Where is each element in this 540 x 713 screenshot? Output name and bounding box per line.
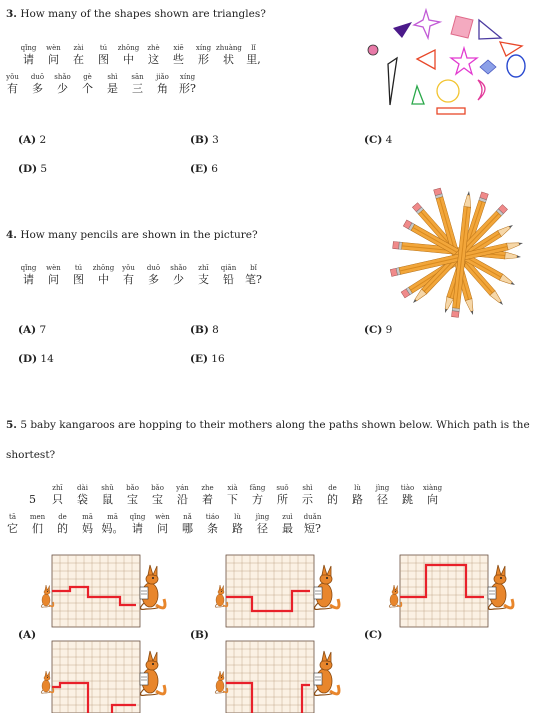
q5-pinyin-line2 <box>0 513 325 522</box>
hanzi: 图 <box>73 273 84 286</box>
square-shape <box>451 16 473 38</box>
hanzi: 里, <box>246 53 261 66</box>
pinyin: qǐng <box>20 264 37 272</box>
hanzi: 宝 <box>127 493 138 506</box>
pinyin: yǒu <box>6 73 19 81</box>
q3-option-b[interactable] <box>190 134 219 146</box>
hanzi: 三 <box>132 82 143 95</box>
hanzi: 5 <box>29 493 36 506</box>
circle-shape <box>368 45 378 55</box>
pinyin: xiē <box>173 44 184 52</box>
hanzi: 角 <box>157 82 168 95</box>
q5-option-b[interactable] <box>190 629 209 641</box>
pinyin: xíng <box>179 73 196 81</box>
hanzi: 方 <box>252 493 263 506</box>
pinyin: nǎ <box>183 513 192 521</box>
pinyin: lù <box>234 513 241 521</box>
pinyin: shǔ <box>101 484 114 492</box>
pinyin: wèn <box>46 264 61 272</box>
pinyin <box>20 484 45 493</box>
pinyin: suǒ <box>276 484 289 492</box>
hanzi: 短? <box>304 522 321 535</box>
pinyin: tiào <box>400 484 415 492</box>
pinyin: bǐ <box>250 264 257 272</box>
hanzi: 铅 <box>223 273 234 286</box>
option-value: 9 <box>385 324 393 336</box>
pinyin: lǐ <box>251 44 256 52</box>
hanzi: 形 <box>198 53 209 66</box>
pinyin: zài <box>73 44 84 52</box>
pinyin: zhe <box>201 484 214 492</box>
path-panel-a <box>38 555 168 627</box>
option-label: (C) <box>364 324 383 336</box>
pinyin: duǎn <box>303 513 322 521</box>
pinyin: tiáo <box>205 513 220 521</box>
pinyin: mā <box>107 513 118 521</box>
pinyin: mā <box>82 513 93 521</box>
option-label: (E) <box>190 353 208 365</box>
triangle-shape <box>479 20 501 39</box>
pinyin: tú <box>74 264 83 272</box>
pinyin: gè <box>83 73 92 81</box>
q5-pinyin-line1 <box>20 484 445 493</box>
hanzi: 请 <box>132 522 143 535</box>
pinyin: shì <box>302 484 313 492</box>
q4-text: How many pencils are shown in the picture? <box>20 229 258 241</box>
option-label: (E) <box>190 163 208 175</box>
pinyin: zhōng <box>92 264 115 272</box>
pinyin: xià <box>227 484 238 492</box>
mother-kangaroo-icon <box>314 565 339 609</box>
option-value: 4 <box>385 134 393 146</box>
q3-option-e[interactable] <box>190 163 218 175</box>
pinyin: jìng <box>375 484 390 492</box>
hanzi: 多 <box>32 82 43 95</box>
hanzi: 形? <box>179 82 196 95</box>
q5-option-a[interactable] <box>18 629 36 641</box>
diamond-shape <box>480 60 496 74</box>
hanzi: 哪 <box>182 522 193 535</box>
grid <box>226 641 314 713</box>
q5-hanzi-line2 <box>0 522 325 535</box>
q4-option-c[interactable] <box>364 324 392 336</box>
circle-shape <box>437 80 459 102</box>
hanzi: 袋 <box>77 493 88 506</box>
hanzi: 问 <box>157 522 168 535</box>
hanzi: 所 <box>277 493 288 506</box>
hanzi: 这 <box>148 53 159 66</box>
hanzi: 些 <box>173 53 184 66</box>
rectangle-shape <box>437 108 465 114</box>
q5-text-line1: 5 baby kangaroos are hopping to their mothers along the paths shown below. Which path is the <box>20 419 530 431</box>
q5-number: 5. <box>6 419 17 431</box>
hanzi: 在 <box>73 53 84 66</box>
hanzi: 妈。 <box>101 522 124 535</box>
q3-option-a[interactable] <box>18 134 46 146</box>
pinyin: zuì <box>282 513 293 521</box>
mother-kangaroo-icon <box>314 651 339 695</box>
pinyin: zhè <box>147 44 160 52</box>
pinyin: men <box>29 513 46 521</box>
q3-option-c[interactable] <box>364 134 392 146</box>
q4-option-d[interactable] <box>18 353 54 365</box>
star-shape <box>451 48 477 74</box>
mother-kangaroo-icon <box>140 651 165 695</box>
q5-prompt-line1 <box>6 419 530 431</box>
pinyin: qǐng <box>20 44 37 52</box>
hanzi: 沿 <box>177 493 188 506</box>
hanzi: 中 <box>123 53 134 66</box>
hanzi: 有 <box>123 273 134 286</box>
pinyin: duō <box>30 73 45 81</box>
pinyin: wèn <box>46 44 61 52</box>
hanzi: 问 <box>48 273 59 286</box>
q4-option-e[interactable] <box>190 353 225 365</box>
q5-prompt-line2: shortest? <box>6 449 56 461</box>
pinyin: wèn <box>155 513 170 521</box>
q5-option-c[interactable] <box>364 629 382 641</box>
path-panel-e <box>212 641 342 713</box>
triangle-shape <box>388 58 397 105</box>
hanzi: 宝 <box>152 493 163 506</box>
pinyin: shǎo <box>54 73 71 81</box>
option-label: (D) <box>18 353 38 365</box>
hanzi: 中 <box>98 273 109 286</box>
pinyin: jiǎo <box>156 73 169 81</box>
hanzi: 路 <box>232 522 243 535</box>
pinyin: zhī <box>52 484 63 492</box>
pinyin: tú <box>99 44 108 52</box>
q4-pinyin-line1 <box>16 264 266 273</box>
pinyin: bǎo <box>151 484 164 492</box>
hanzi: 着 <box>202 493 213 506</box>
option-value: 7 <box>39 324 47 336</box>
option-label: (C) <box>364 134 383 146</box>
hanzi: 最 <box>282 522 293 535</box>
hanzi: 多 <box>148 273 159 286</box>
option-label: (D) <box>18 163 38 175</box>
option-value: 3 <box>212 134 219 146</box>
mother-kangaroo-icon <box>488 565 513 609</box>
option-label: (B) <box>190 324 209 336</box>
hanzi: 跳 <box>402 493 413 506</box>
q5-hanzi-line1 <box>20 493 445 506</box>
option-value: 14 <box>40 353 54 365</box>
path-panel-d <box>38 641 168 713</box>
option-value: 8 <box>212 324 219 336</box>
hanzi: 有 <box>7 82 18 95</box>
grid <box>52 641 140 713</box>
pinyin: jìng <box>255 513 270 521</box>
q4-prompt <box>6 229 258 241</box>
pinyin: qiān <box>220 264 237 272</box>
pinyin: tā <box>9 513 16 521</box>
hanzi: 问 <box>48 53 59 66</box>
q3-prompt <box>6 8 266 20</box>
pinyin: de <box>58 513 67 521</box>
q3-option-d[interactable] <box>18 163 47 175</box>
hanzi: 的 <box>327 493 338 506</box>
hanzi: 是 <box>107 82 118 95</box>
pinyin: xiàng <box>422 484 443 492</box>
triangle-shape <box>393 22 412 38</box>
q4-number: 4. <box>6 229 17 241</box>
hanzi: 个 <box>82 82 93 95</box>
option-label: (A) <box>18 324 37 336</box>
hanzi: 示 <box>302 493 313 506</box>
pinyin: de <box>328 484 337 492</box>
hanzi: 它 <box>7 522 18 535</box>
hanzi: 向 <box>427 493 438 506</box>
option-value: 5 <box>40 163 48 175</box>
option-value: 6 <box>211 163 218 175</box>
option-label: (A) <box>18 629 37 641</box>
hanzi: 妈 <box>82 522 93 535</box>
hanzi: 请 <box>23 273 34 286</box>
oval-shape <box>507 55 525 77</box>
path-panel-b <box>212 555 342 627</box>
pinyin: lù <box>354 484 361 492</box>
hanzi: 鼠 <box>102 493 113 506</box>
hanzi: 的 <box>57 522 68 535</box>
hanzi: 们 <box>32 522 43 535</box>
q3-hanzi-line2 <box>0 82 200 95</box>
hanzi: 少 <box>57 82 68 95</box>
triangle-shape <box>412 86 424 104</box>
pinyin: shì <box>107 73 118 81</box>
hanzi: 径 <box>257 522 268 535</box>
hanzi: 少 <box>173 273 184 286</box>
q4-hanzi-line1 <box>16 273 266 286</box>
option-label: (B) <box>190 134 209 146</box>
pinyin: qǐng <box>129 513 146 521</box>
hanzi: 下 <box>227 493 238 506</box>
triangle-shape <box>500 42 522 56</box>
pinyin: sān <box>131 73 144 81</box>
pinyin: dài <box>77 484 88 492</box>
hanzi: 图 <box>98 53 109 66</box>
pinyin: zhī <box>198 264 209 272</box>
q4-pencils-figure <box>385 185 530 325</box>
pinyin: shǎo <box>170 264 187 272</box>
q3-pinyin-line2 <box>0 73 200 82</box>
mother-kangaroo-icon <box>140 565 165 609</box>
q3-pinyin-line1 <box>16 44 266 53</box>
sparkle-star-shape <box>414 10 440 38</box>
option-label: (B) <box>190 629 209 641</box>
pinyin: bǎo <box>126 484 139 492</box>
option-value: 16 <box>211 353 225 365</box>
crescent-shape <box>478 80 485 100</box>
q3-text: How many of the shapes shown are triangles? <box>20 8 266 20</box>
triangle-shape <box>417 50 435 69</box>
pinyin: fāng <box>249 484 266 492</box>
option-value: 2 <box>39 134 47 146</box>
hanzi: 支 <box>198 273 209 286</box>
hanzi: 笔? <box>245 273 262 286</box>
q3-number: 3. <box>6 8 17 20</box>
hanzi: 径 <box>377 493 388 506</box>
pinyin: zhuàng <box>216 44 242 52</box>
hanzi: 状 <box>223 53 234 66</box>
q4-option-b[interactable] <box>190 324 219 336</box>
pinyin: zhōng <box>117 44 140 52</box>
hanzi: 路 <box>352 493 363 506</box>
pinyin: duō <box>146 264 161 272</box>
path-panel-c <box>386 555 516 627</box>
hanzi: 只 <box>52 493 63 506</box>
q3-hanzi-line1 <box>16 53 266 66</box>
hanzi: 请 <box>23 53 34 66</box>
q3-shapes-figure <box>360 8 535 110</box>
hanzi: 条 <box>207 522 218 535</box>
q4-option-a[interactable] <box>18 324 46 336</box>
pinyin: yǒu <box>122 264 135 272</box>
pinyin: xíng <box>195 44 212 52</box>
pinyin: yán <box>176 484 189 492</box>
option-label: (C) <box>364 629 383 641</box>
option-label: (A) <box>18 134 37 146</box>
